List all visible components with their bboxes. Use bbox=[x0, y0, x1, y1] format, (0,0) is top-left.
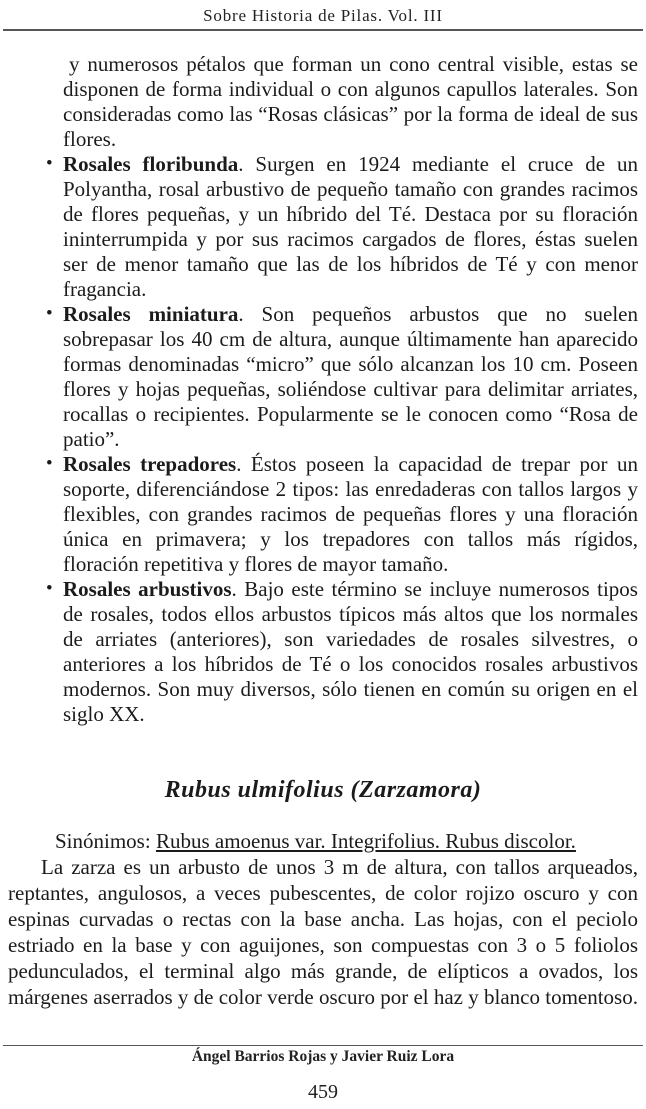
bullet-term: Rosales miniatura bbox=[63, 302, 239, 326]
list-item-rosales-floribunda bbox=[46, 152, 638, 302]
bullet-icon: • bbox=[46, 153, 53, 174]
list-item-rosales-arbustivos bbox=[46, 577, 638, 727]
bullet-text: . Son pequeños arbustos que no suelen sobrepasar los 40 cm de altura, aunque últimamente han aparecido formas denominadas “micro” que sólo alcanzan los 10 cm. Poseen flores y hojas pequeñas, soliéndose cultivar para delimitar arriates, rocallas o recipientes. Popularmente se le conocen como “Rosa de patio”. bbox=[63, 302, 638, 451]
bullet-term: Rosales trepadores bbox=[63, 452, 237, 476]
rose-types-list bbox=[46, 152, 638, 727]
bullet-text: . Surgen en 1924 mediante el cruce de un Polyantha, rosal arbustivo de pequeño tamaño con grandes racimos de flores pequeñas, y un híbrido del Té. Destaca por su floración ininterrumpida y por sus racimos cargados de flores, éstas suelen ser de menor tamaño que las de los híbridos de Té y con menor fragancia. bbox=[63, 152, 638, 301]
synonyms-label: Sinónimos: bbox=[55, 829, 156, 853]
bullet-icon: • bbox=[46, 453, 53, 474]
header-rule bbox=[3, 29, 643, 31]
bullet-term: Rosales arbustivos bbox=[63, 577, 232, 601]
footer-authors: Ángel Barrios Rojas y Javier Ruiz Lora bbox=[191, 1048, 455, 1065]
bullet-text: . Éstos poseen la capacidad de trepar por un soporte, diferenciándose 2 tipos: las enredaderas con tallos largos y flexibles, con grandes racimos de pequeñas flores y una floración única en primavera; y los trepadores con tallos más rígidos, floración repetitiva y flores de mayor tamaño. bbox=[63, 452, 638, 576]
synonyms-line bbox=[8, 828, 638, 854]
page-footer bbox=[0, 1042, 646, 1104]
running-header-title: Sobre Historia de Pilas. Vol. III bbox=[203, 6, 443, 25]
section-heading: Rubus ulmifolius (Zarzamora) bbox=[164, 777, 482, 803]
page-number: 459 bbox=[308, 1081, 338, 1103]
bullet-icon: • bbox=[46, 303, 53, 324]
bullet-term: Rosales floribunda bbox=[63, 152, 239, 176]
bullet-text: . Bajo este término se incluye numerosos tipos de rosales, todos ellos arbustos típicos más altos que los normales de arriates (anteriores), son variedades de rosales silvestres, o anteriores a los híbridos de Té o los conocidos rosales arbustivos modernos. Son muy diversos, sólo tienen en común su origen en el siglo XX. bbox=[63, 577, 638, 726]
intro-paragraph: y numerosos pétalos que forman un cono central visible, estas se disponen de forma individual o con algunos capullos laterales. Son consideradas como las “Rosas clásicas” por la forma de ideal de sus flores. bbox=[63, 52, 638, 151]
list-item-rosales-miniatura bbox=[46, 302, 638, 452]
synonyms-value: Rubus amoenus var. Integrifolius. Rubus discolor. bbox=[155, 829, 576, 853]
bullet-icon: • bbox=[46, 578, 53, 599]
body-paragraph: La zarza es un arbusto de unos 3 m de altura, con tallos arqueados, reptantes, angulosos, a veces pubescentes, de color rojizo oscuro y con espinas curvadas o rectas con la base ancha. Las hojas, con el peciolo estriado en la base y con aguijones, son compuestas con 3 o 5 foliolos pedunculados, el terminal algo más grande, de elípticos a ovados, los márgenes aserrados y de color verde oscuro por el haz y blanco tomentoso. bbox=[8, 855, 638, 1009]
list-item-rosales-trepadores bbox=[46, 452, 638, 577]
footer-rule bbox=[3, 1045, 643, 1046]
